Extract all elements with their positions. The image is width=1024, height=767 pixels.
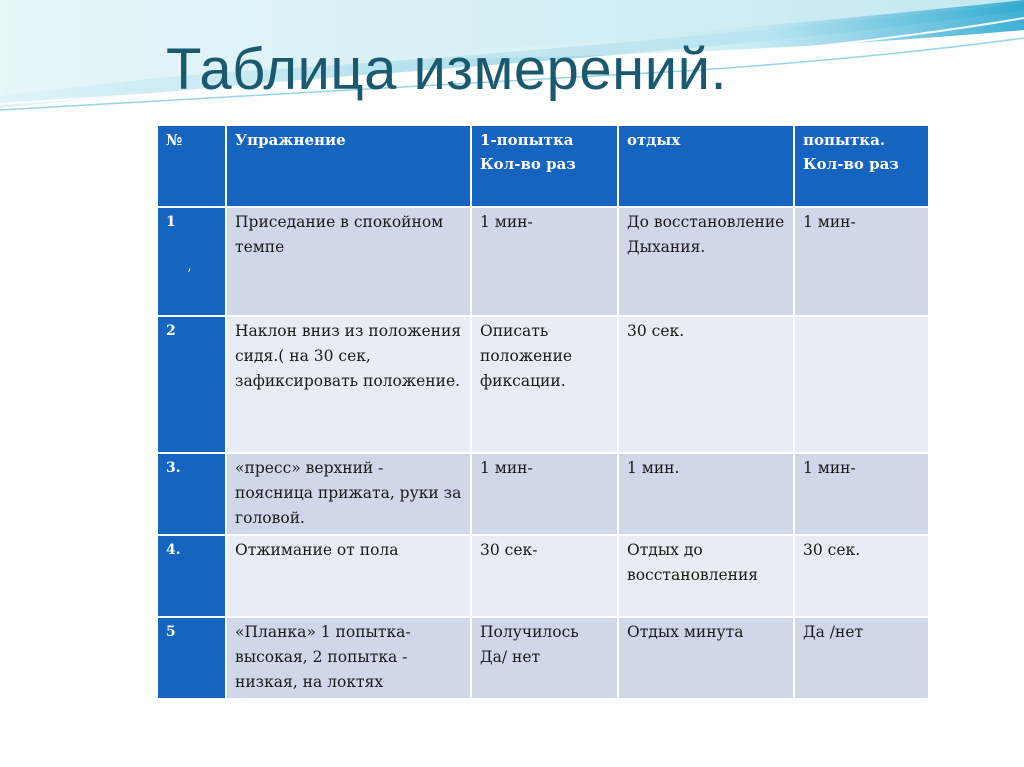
cell-exercise: Наклон вниз из положения сидя.( на 30 сек, зафиксировать положение.	[226, 316, 471, 453]
row-number-text: 1	[166, 214, 176, 230]
row-number: 5	[157, 617, 226, 699]
cell-attempt1: 30 сек-	[471, 535, 618, 617]
row-mark: ,	[188, 262, 192, 273]
row-number: 4.	[157, 535, 226, 617]
cell-exercise: «пресс» верхний - поясница прижата, руки за головой.	[226, 453, 471, 535]
header-rest: отдых	[618, 125, 794, 207]
cell-attempt2: 30 сек.	[794, 535, 929, 617]
measurements-table	[156, 124, 930, 700]
cell-attempt1: 1 мин-	[471, 453, 618, 535]
header-number: №	[157, 125, 226, 207]
table-row	[157, 207, 929, 316]
table-row	[157, 535, 929, 617]
cell-attempt1: Описать положение фиксации.	[471, 316, 618, 453]
cell-attempt2	[794, 316, 929, 453]
cell-attempt2: 1 мин-	[794, 453, 929, 535]
cell-rest: 1 мин.	[618, 453, 794, 535]
table-header-row	[157, 125, 929, 207]
row-number: 2	[157, 316, 226, 453]
page-title: Таблица измерений.	[166, 37, 728, 102]
header-exercise: Упражнение	[226, 125, 471, 207]
header-attempt2: попытка. Кол-во раз	[794, 125, 929, 207]
cell-exercise: Приседание в спокойном темпе	[226, 207, 471, 316]
cell-rest: Отдых до восстановления	[618, 535, 794, 617]
cell-attempt1: 1 мин-	[471, 207, 618, 316]
row-number	[157, 207, 226, 316]
table-row	[157, 316, 929, 453]
table-row	[157, 617, 929, 699]
cell-exercise: «Планка» 1 попытка-высокая, 2 попытка - низкая, на локтях	[226, 617, 471, 699]
cell-attempt2: 1 мин-	[794, 207, 929, 316]
header-attempt1: 1-попытка Кол-во раз	[471, 125, 618, 207]
cell-attempt2: Да /нет	[794, 617, 929, 699]
cell-attempt1: Получилось Да/ нет	[471, 617, 618, 699]
cell-exercise: Отжимание от пола	[226, 535, 471, 617]
cell-rest: До восстановление Дыхания.	[618, 207, 794, 316]
cell-rest: 30 сек.	[618, 316, 794, 453]
table-row	[157, 453, 929, 535]
cell-rest: Отдых минута	[618, 617, 794, 699]
row-number: 3.	[157, 453, 226, 535]
